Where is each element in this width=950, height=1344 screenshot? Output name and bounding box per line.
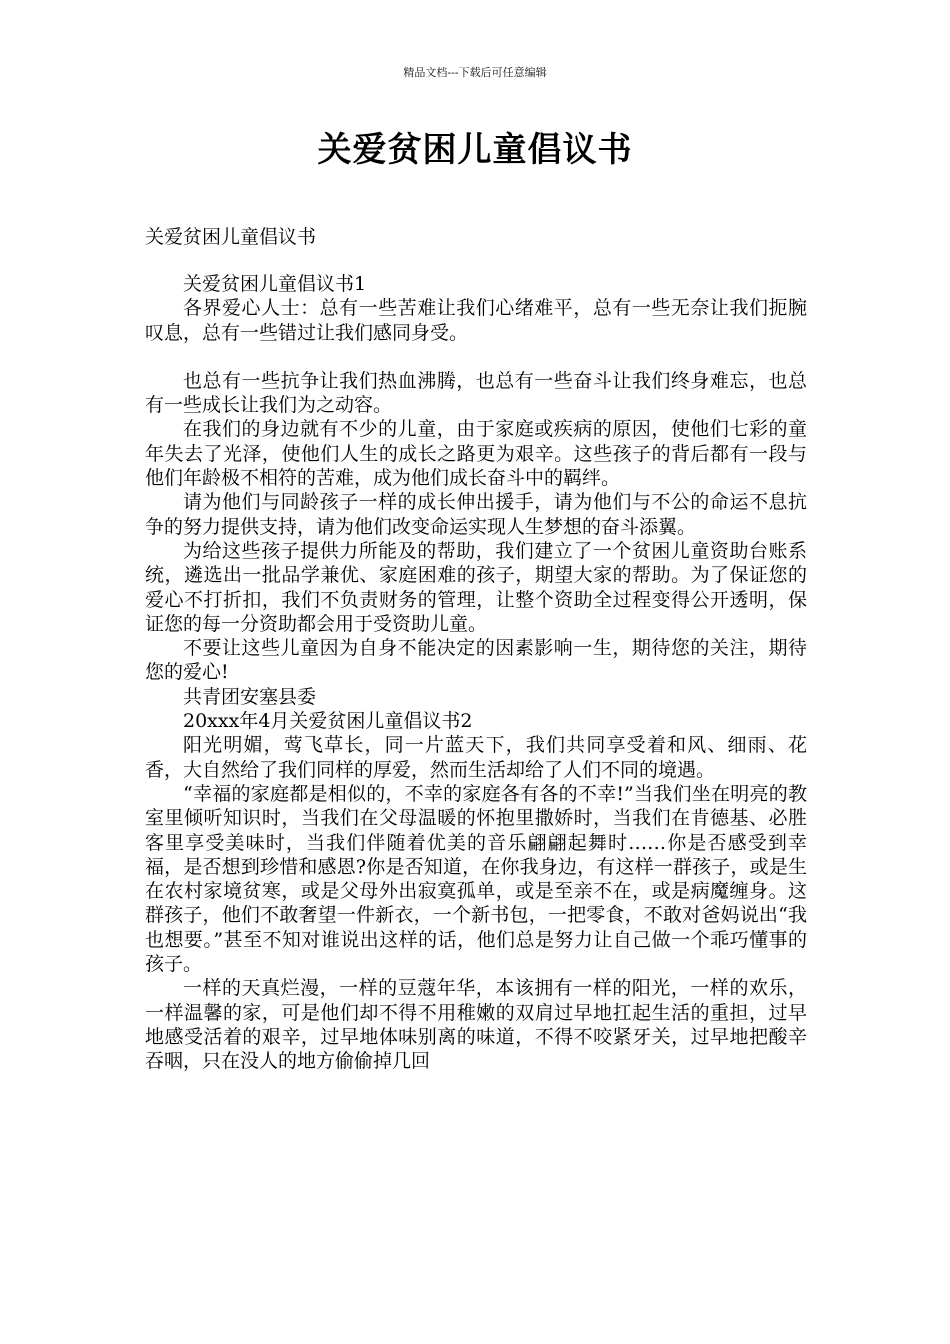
paragraph: 阳光明媚，莺飞草长，同一片蓝天下，我们共同享受着和风、细雨、花香，大自然给了我们同样的厚爱，然而生活却给了人们不同的境遇。 (145, 734, 807, 781)
date-and-section-heading-2: 20xxx年4月关爱贫困儿童倡议书2 (183, 710, 473, 733)
section-heading-1: 关爱贫困儿童倡议书1 (183, 273, 367, 295)
paragraph: “幸福的家庭都是相似的，不幸的家庭各有各的不幸!”当我们坐在明亮的教室里倾听知识时，当我们在父母温暖的怀抱里撒娇时，当我们在肯德基、必胜客里享受美味时，当我们伴随着优美的音乐翩翩起舞时……你是否感受到幸福，是否想到珍惜和感恩?你是否知道，在你我身边，有这样一群孩子，或是生在农村家境贫寒，或是父母外出寂寞孤单，或是至亲不在，或是病魔缠身。这群孩子，他们不敢奢望一件新衣，一个新书包，一把零食，不敢对爸妈说出“我也想要。”甚至不知对谁说出这样的话，他们总是努力让自己做一个乖巧懂事的孩子。 (145, 782, 807, 976)
signature-org: 共青团安塞县委 (183, 685, 317, 708)
document-body (145, 272, 807, 1074)
paragraph: 不要让这些儿童因为自身不能决定的因素影响一生，期待您的关注，期待您的爱心! (145, 637, 807, 684)
paragraph: 也总有一些抗争让我们热血沸腾，也总有一些奋斗让我们终身难忘，也总有一些成长让我们为之动容。 (145, 369, 807, 417)
paragraph: 一样的天真烂漫，一样的豆蔻年华，本该拥有一样的阳光，一样的欢乐，一样温馨的家，可是他们却不得不用稚嫩的双肩过早地扛起生活的重担，过早地感受活着的艰辛，过早地体味别离的味道，不得不咬紧牙关，过早地把酸辛吞咽，只在没人的地方偷偷掉几回 (145, 977, 807, 1073)
document-subtitle: 关爱贫困儿童倡议书 (145, 226, 317, 248)
paragraph: 为给这些孩子提供力所能及的帮助，我们建立了一个贫困儿童资助台账系统，遴选出一批品学兼优、家庭困难的孩子，期望大家的帮助。为了保证您的爱心不打折扣，我们不负责财务的管理，让整个资助全过程变得公开透明，保证您的每一分资助都会用于受资助儿童。 (145, 539, 807, 635)
paragraph: 请为他们与同龄孩子一样的成长伸出援手，请为他们与不公的命运不息抗争的努力提供支持，请为他们改变命运实现人生梦想的奋斗添翼。 (145, 491, 807, 538)
document-title: 关爱贫困儿童倡议书 (317, 130, 633, 170)
paragraph: 在我们的身边就有不少的儿童，由于家庭或疾病的原因，使他们七彩的童年失去了光泽，使他们人生的成长之路更为艰辛。这些孩子的背后都有一段与他们年龄极不相符的苦难，成为他们成长奋斗中的羁绊。 (145, 418, 807, 490)
header-note: 精品文档---下载后可任意编辑 (403, 66, 547, 79)
paragraph: 各界爱心人士：总有一些苦难让我们心绪难平，总有一些无奈让我们扼腕叹息，总有一些错过让我们感同身受。 (145, 297, 807, 344)
